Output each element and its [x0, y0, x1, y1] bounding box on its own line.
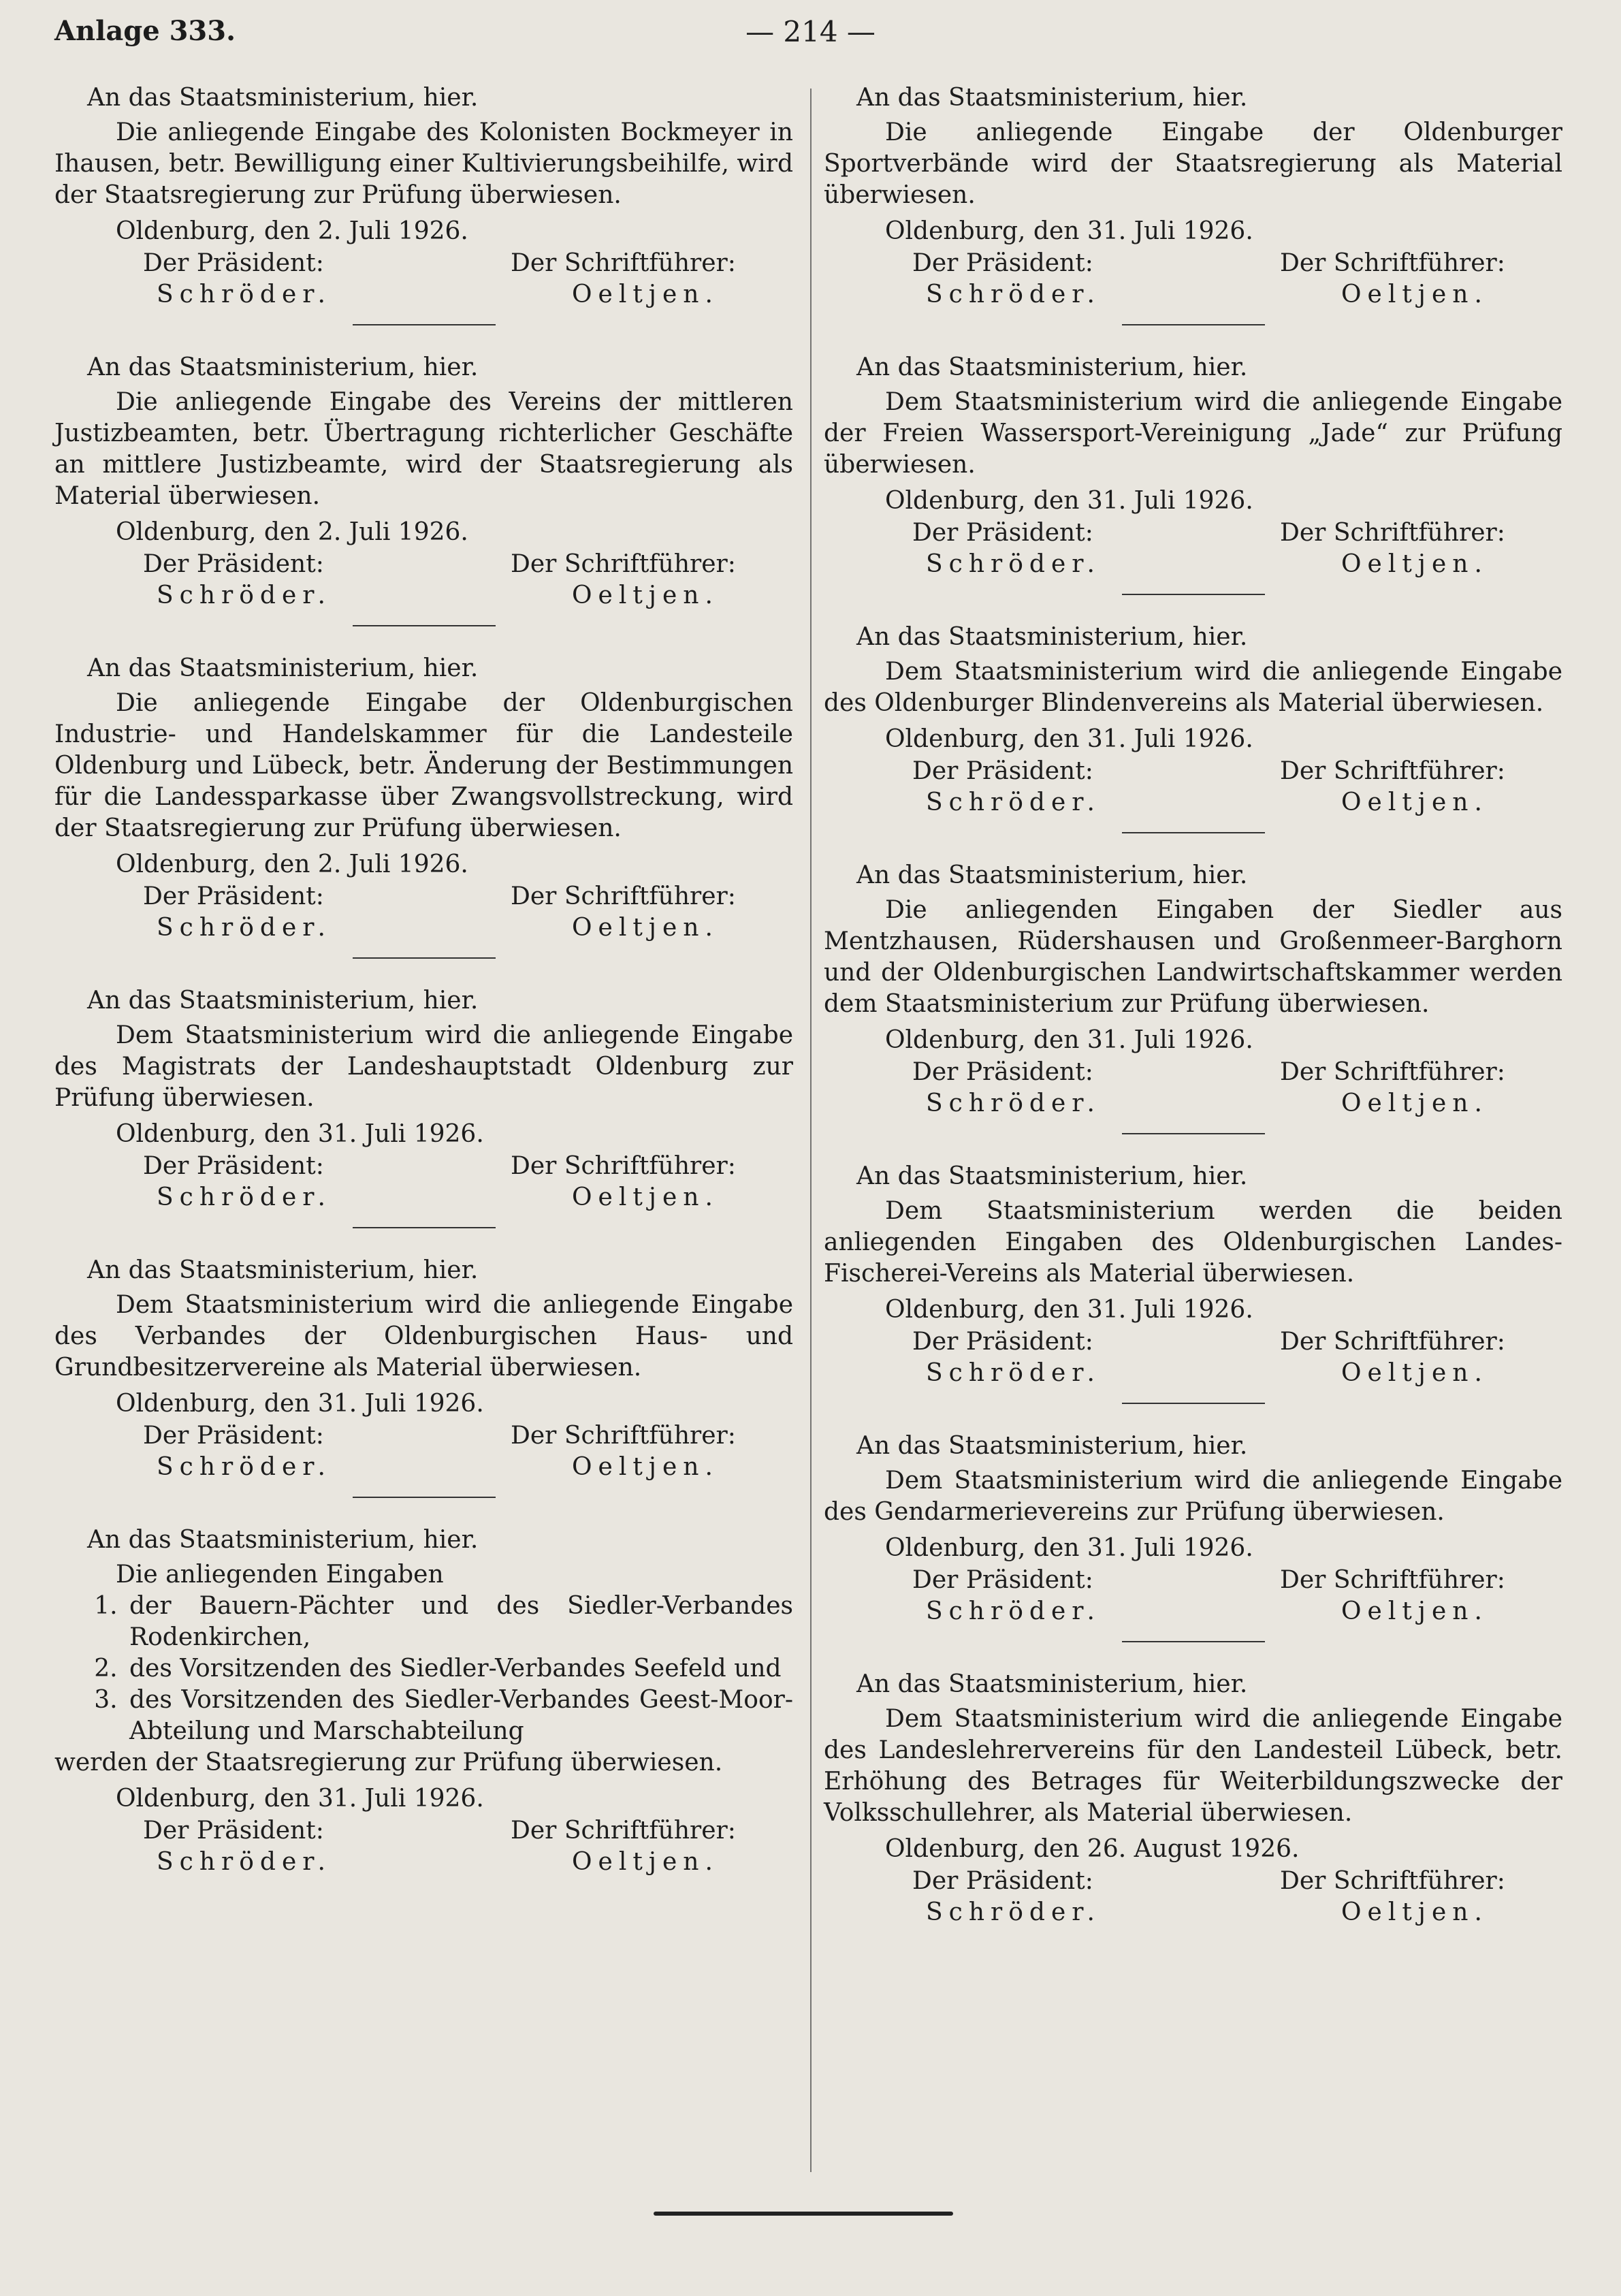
- secretary-name: Oeltjen.: [572, 281, 719, 308]
- president-label: Der Präsident:: [912, 1867, 1093, 1895]
- resolution-entry: [54, 1524, 793, 1878]
- signature-names: [54, 912, 793, 944]
- president-name: Schröder.: [926, 1898, 1101, 1926]
- resolution-entry: [54, 1254, 793, 1498]
- president-label: Der Präsident:: [143, 1152, 324, 1180]
- entry-date: Oldenburg, den 2. Juli 1926.: [116, 217, 468, 245]
- entry-date: Oldenburg, den 31. Juli 1926.: [116, 1120, 484, 1148]
- secretary-name: Oeltjen.: [1341, 1597, 1488, 1625]
- secretary-name: Oeltjen.: [1341, 1898, 1488, 1926]
- separator-rule: [1122, 324, 1265, 325]
- entry-body: Die anliegende Eingabe des Kolonisten Bockmeyer in Ihausen, betr. Bewilligung einer Kultivierungsbeihilfe, wird der Staatsregierung zur Prüfung überwiesen.: [54, 118, 793, 209]
- president-label: Der Präsident:: [912, 1058, 1093, 1086]
- signature-names: [54, 279, 793, 310]
- secretary-label: Der Schriftführer:: [1280, 519, 1505, 547]
- signature-names: [824, 1897, 1562, 1928]
- signature-names: [824, 787, 1562, 818]
- secretary-label: Der Schriftführer:: [1280, 1566, 1505, 1594]
- president-name: Schröder.: [926, 1089, 1101, 1117]
- entry-body: Die anliegende Eingabe der Oldenburgischen Industrie- und Handelskammer für die Landesteile Oldenburg und Lübeck, betr. Änderung der Bestimmungen für die Landessparkasse über Zwangsvollstreckung, wird der Staatsregierung zur Prüfung überwiesen.: [54, 689, 793, 842]
- secretary-label: Der Schriftführer:: [1280, 757, 1505, 785]
- signature-names: [54, 1182, 793, 1213]
- secretary-name: Oeltjen.: [1341, 281, 1488, 308]
- secretary-name: Oeltjen.: [572, 581, 719, 609]
- addressee: An das Staatsministerium, hier.: [87, 1256, 479, 1284]
- secretary-name: Oeltjen.: [1341, 1359, 1488, 1387]
- signature-names: [824, 1596, 1562, 1627]
- president-name: Schröder.: [157, 281, 332, 308]
- president-name: Schröder.: [926, 788, 1101, 816]
- signature-labels: [824, 1565, 1562, 1596]
- president-label: Der Präsident:: [143, 550, 324, 578]
- separator-rule: [353, 625, 496, 626]
- addressee: An das Staatsministerium, hier.: [856, 1432, 1248, 1460]
- entry-intro: Die anliegenden Eingaben: [116, 1561, 444, 1589]
- secretary-label: Der Schriftführer:: [511, 882, 736, 910]
- signature-labels: [54, 549, 793, 580]
- secretary-label: Der Schriftführer:: [1280, 1328, 1505, 1356]
- secretary-name: Oeltjen.: [1341, 1089, 1488, 1117]
- resolution-entry: [54, 652, 793, 959]
- separator-rule: [1122, 594, 1265, 595]
- signature-names: [54, 1452, 793, 1483]
- signature-labels: [54, 248, 793, 279]
- secretary-name: Oeltjen.: [572, 914, 719, 942]
- addressee: An das Staatsministerium, hier.: [856, 353, 1248, 381]
- resolution-entry: [824, 1160, 1562, 1404]
- signature-names: [824, 1358, 1562, 1389]
- signature-labels: [54, 1151, 793, 1182]
- addressee: An das Staatsministerium, hier.: [856, 1162, 1248, 1190]
- president-label: Der Präsident:: [143, 249, 324, 277]
- president-name: Schröder.: [926, 281, 1101, 308]
- signature-labels: [54, 881, 793, 912]
- resolution-entry: [824, 621, 1562, 833]
- president-label: Der Präsident:: [912, 757, 1093, 785]
- entry-date: Oldenburg, den 31. Juli 1926.: [885, 1026, 1253, 1054]
- secretary-name: Oeltjen.: [572, 1453, 719, 1481]
- separator-rule: [353, 1497, 496, 1498]
- entry-body: Dem Staatsministerium werden die beiden anliegenden Eingaben des Oldenburgischen Landes-Fischerei-Vereins als Material überwiesen.: [824, 1197, 1562, 1288]
- resolution-entry: [54, 351, 793, 626]
- secretary-label: Der Schriftführer:: [511, 1817, 736, 1845]
- signature-labels: [824, 756, 1562, 787]
- list-item: 1. der Bauern-Pächter und des Siedler-Verbandes Rodenkirchen,: [125, 1591, 793, 1653]
- resolution-entry: [824, 859, 1562, 1134]
- addressee: An das Staatsministerium, hier.: [87, 654, 479, 682]
- separator-rule: [353, 1227, 496, 1228]
- secretary-name: Oeltjen.: [1341, 788, 1488, 816]
- president-label: Der Präsident:: [912, 1328, 1093, 1356]
- entry-date: Oldenburg, den 31. Juli 1926.: [885, 487, 1253, 515]
- secretary-label: Der Schriftführer:: [511, 249, 736, 277]
- entry-body: Die anliegende Eingabe des Vereins der mittleren Justizbeamten, betr. Übertragung richterlicher Geschäfte an mittlere Justizbeamte, wird der Staatsregierung als Material überwiesen.: [54, 388, 793, 510]
- signature-labels: [824, 1866, 1562, 1897]
- president-label: Der Präsident:: [912, 519, 1093, 547]
- president-label: Der Präsident:: [912, 249, 1093, 277]
- addressee: An das Staatsministerium, hier.: [856, 1670, 1248, 1698]
- signature-labels: [824, 1057, 1562, 1088]
- secretary-label: Der Schriftführer:: [511, 1152, 736, 1180]
- list-item: 2. des Vorsitzenden des Siedler-Verbandes Seefeld und: [125, 1653, 793, 1685]
- resolution-entry: [824, 82, 1562, 325]
- secretary-name: Oeltjen.: [572, 1183, 719, 1211]
- entry-date: Oldenburg, den 31. Juli 1926.: [885, 1534, 1253, 1562]
- secretary-label: Der Schriftführer:: [1280, 1058, 1505, 1086]
- entry-date: Oldenburg, den 2. Juli 1926.: [116, 850, 468, 878]
- entry-body: Die anliegenden Eingaben der Siedler aus Mentzhausen, Rüdershausen und Großenmeer-Barghorn und der Oldenburgischen Landwirtschaftskammer werden dem Staatsministerium zur Prüfung überwiesen.: [824, 896, 1562, 1018]
- president-label: Der Präsident:: [143, 882, 324, 910]
- secretary-label: Der Schriftführer:: [511, 1422, 736, 1450]
- addressee: An das Staatsministerium, hier.: [856, 84, 1248, 112]
- entry-date: Oldenburg, den 31. Juli 1926.: [116, 1785, 484, 1813]
- entry-date: Oldenburg, den 31. Juli 1926.: [116, 1390, 484, 1418]
- secretary-label: Der Schriftführer:: [1280, 249, 1505, 277]
- president-name: Schröder.: [157, 914, 332, 942]
- entry-body: Dem Staatsministerium wird die anliegende Eingabe des Oldenburger Blindenvereins als Material überwiesen.: [824, 658, 1562, 717]
- separator-rule: [1122, 1641, 1265, 1642]
- separator-rule: [353, 324, 496, 325]
- entry-body: Dem Staatsministerium wird die anliegende Eingabe der Freien Wassersport-Vereinigung „Jade“ zur Prüfung überwiesen.: [824, 388, 1562, 479]
- addressee: An das Staatsministerium, hier.: [87, 84, 479, 112]
- entry-body: Dem Staatsministerium wird die anliegende Eingabe des Magistrats der Landeshauptstadt Oldenburg zur Prüfung überwiesen.: [54, 1021, 793, 1112]
- addressee: An das Staatsministerium, hier.: [87, 987, 479, 1015]
- secretary-label: Der Schriftführer:: [511, 550, 736, 578]
- entry-date: Oldenburg, den 2. Juli 1926.: [116, 518, 468, 546]
- list-item: 3. des Vorsitzenden des Siedler-Verbandes Geest-Moor-Abteilung und Marschabteilung: [125, 1685, 793, 1747]
- president-name: Schröder.: [157, 1848, 332, 1876]
- end-rule: [654, 2212, 953, 2216]
- president-name: Schröder.: [926, 1359, 1101, 1387]
- entry-outro: werden der Staatsregierung zur Prüfung überwiesen.: [54, 1749, 723, 1776]
- resolution-entry: [824, 351, 1562, 595]
- page-number: — 214 —: [745, 15, 876, 48]
- president-label: Der Präsident:: [143, 1422, 324, 1450]
- president-name: Schröder.: [157, 1183, 332, 1211]
- entry-date: Oldenburg, den 31. Juli 1926.: [885, 217, 1253, 245]
- page-header: [54, 15, 1567, 56]
- entry-date: Oldenburg, den 31. Juli 1926.: [885, 1296, 1253, 1324]
- separator-rule: [1122, 1133, 1265, 1134]
- president-label: Der Präsident:: [143, 1817, 324, 1845]
- resolution-entry: [824, 1668, 1562, 1928]
- addressee: An das Staatsministerium, hier.: [856, 861, 1248, 889]
- signature-labels: [54, 1420, 793, 1452]
- secretary-name: Oeltjen.: [572, 1848, 719, 1876]
- entry-date: Oldenburg, den 31. Juli 1926.: [885, 725, 1253, 753]
- resolution-entry: [54, 82, 793, 325]
- separator-rule: [1122, 1403, 1265, 1404]
- resolution-entry: [54, 985, 793, 1228]
- addressee: An das Staatsministerium, hier.: [87, 1526, 479, 1554]
- separator-rule: [353, 957, 496, 959]
- signature-names: [54, 1847, 793, 1878]
- addressee: An das Staatsministerium, hier.: [87, 353, 479, 381]
- president-name: Schröder.: [157, 581, 332, 609]
- entry-body: Dem Staatsministerium wird die anliegende Eingabe des Verbandes der Oldenburgischen Haus- und Grundbesitzervereine als Material überwiesen.: [54, 1291, 793, 1382]
- signature-names: [824, 1088, 1562, 1119]
- secretary-label: Der Schriftführer:: [1280, 1867, 1505, 1895]
- signature-labels: [824, 248, 1562, 279]
- column-divider: [810, 89, 812, 2172]
- annex-label: Anlage 333.: [54, 15, 236, 47]
- president-name: Schröder.: [926, 1597, 1101, 1625]
- resolution-entry: [824, 1430, 1562, 1642]
- president-name: Schröder.: [157, 1453, 332, 1481]
- president-label: Der Präsident:: [912, 1566, 1093, 1594]
- signature-labels: [54, 1815, 793, 1847]
- addressee: An das Staatsministerium, hier.: [856, 623, 1248, 651]
- right-column: [824, 82, 1562, 1947]
- signature-labels: [824, 1326, 1562, 1358]
- left-column: [54, 82, 793, 1897]
- petition-list: [54, 1591, 793, 1747]
- entry-date: Oldenburg, den 26. August 1926.: [885, 1835, 1300, 1863]
- signature-labels: [824, 517, 1562, 549]
- entry-body: Die anliegende Eingabe der Oldenburger Sportverbände wird der Staatsregierung als Material überwiesen.: [824, 118, 1562, 209]
- president-name: Schröder.: [926, 550, 1101, 578]
- entry-body: Dem Staatsministerium wird die anliegende Eingabe des Landeslehrervereins für den Landesteil Lübeck, betr. Erhöhung des Betrages für Weiterbildungszwecke der Volksschullehrer, als Material überwiesen.: [824, 1705, 1562, 1827]
- separator-rule: [1122, 832, 1265, 833]
- entry-body: Dem Staatsministerium wird die anliegende Eingabe des Gendarmerievereins zur Prüfung überwiesen.: [824, 1467, 1562, 1526]
- signature-names: [824, 549, 1562, 580]
- signature-names: [54, 580, 793, 611]
- secretary-name: Oeltjen.: [1341, 550, 1488, 578]
- signature-names: [824, 279, 1562, 310]
